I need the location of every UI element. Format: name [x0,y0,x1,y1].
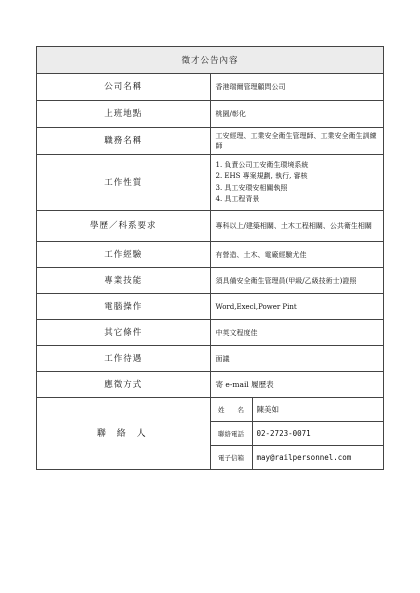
computer-value: Word,Execl,Power Pint [210,294,384,320]
computer-label: 電腦操作 [37,294,211,320]
contact-email-key: 電子信箱 [211,446,253,470]
row-computer [37,294,384,320]
company-value: 香港瑞爾管理顧問公司 [210,74,384,101]
duties-value [210,155,384,211]
education-value: 專科以上/建築相關、土木工程相關、公共衛生相關 [210,211,384,242]
apply-value [210,372,384,398]
location-label: 上班地點 [37,101,211,128]
contact-phone-row [211,422,384,446]
row-skills [37,268,384,294]
row-location [37,101,384,128]
contact-name-row [211,398,384,422]
location-value: 桃園/彰化 [210,101,384,128]
apply-label: 應徵方式 [37,372,211,398]
row-duties [37,155,384,211]
benefits-value: 面議 [210,346,384,372]
apply-value-text: 寄 e-mail 履歷表 [215,380,274,389]
position-value: 工安經理、工業安全衛生管理師、工業安全衛生訓練師 [210,128,384,155]
contact-details [210,398,384,470]
experience-label: 工作經驗 [37,242,211,268]
row-other [37,320,384,346]
contact-label: 聯 絡 人 [37,398,211,470]
duty-item: 1. 負責公司工安衛生環境系統 [215,161,309,170]
education-label: 學歷／科系要求 [37,211,211,242]
contact-name-value: 陳美如 [252,398,383,422]
row-benefits [37,346,384,372]
duties-label: 工作性質 [37,155,211,211]
benefits-label: 工作待遇 [37,346,211,372]
job-posting-document [36,46,384,470]
contact-phone-value: 02-2723-0071 [252,422,383,446]
row-contact [37,398,384,470]
position-label: 職務名稱 [37,128,211,155]
job-posting-table [36,46,384,470]
skills-value: 須具備安全衛生管理員(甲級/乙級技術士)證照 [210,268,384,294]
other-value: 中英文程度佳 [210,320,384,346]
contact-email-row [211,446,384,470]
experience-value: 有營造、土木、電廠經驗尤佳 [210,242,384,268]
row-apply [37,372,384,398]
title-row [37,47,384,74]
duty-item: 3. 具工安環安相關執照 [215,183,288,192]
skills-label: 專業技能 [37,268,211,294]
other-label: 其它條件 [37,320,211,346]
row-position [37,128,384,155]
document-title: 徵才公告內容 [37,47,384,74]
duty-item: 4. 具工程背景 [215,194,260,203]
duties-list [216,160,384,205]
row-education [37,211,384,242]
duty-item: 2. EHS 專案規劃, 執行, 審核 [215,172,308,181]
contact-name-key: 姓 名 [211,398,253,422]
company-label: 公司名稱 [37,74,211,101]
row-experience [37,242,384,268]
row-company [37,74,384,101]
contact-table [211,398,384,469]
contact-phone-key: 聯絡電話 [211,422,253,446]
contact-email-value: may@railpersonnel.com [252,446,383,470]
